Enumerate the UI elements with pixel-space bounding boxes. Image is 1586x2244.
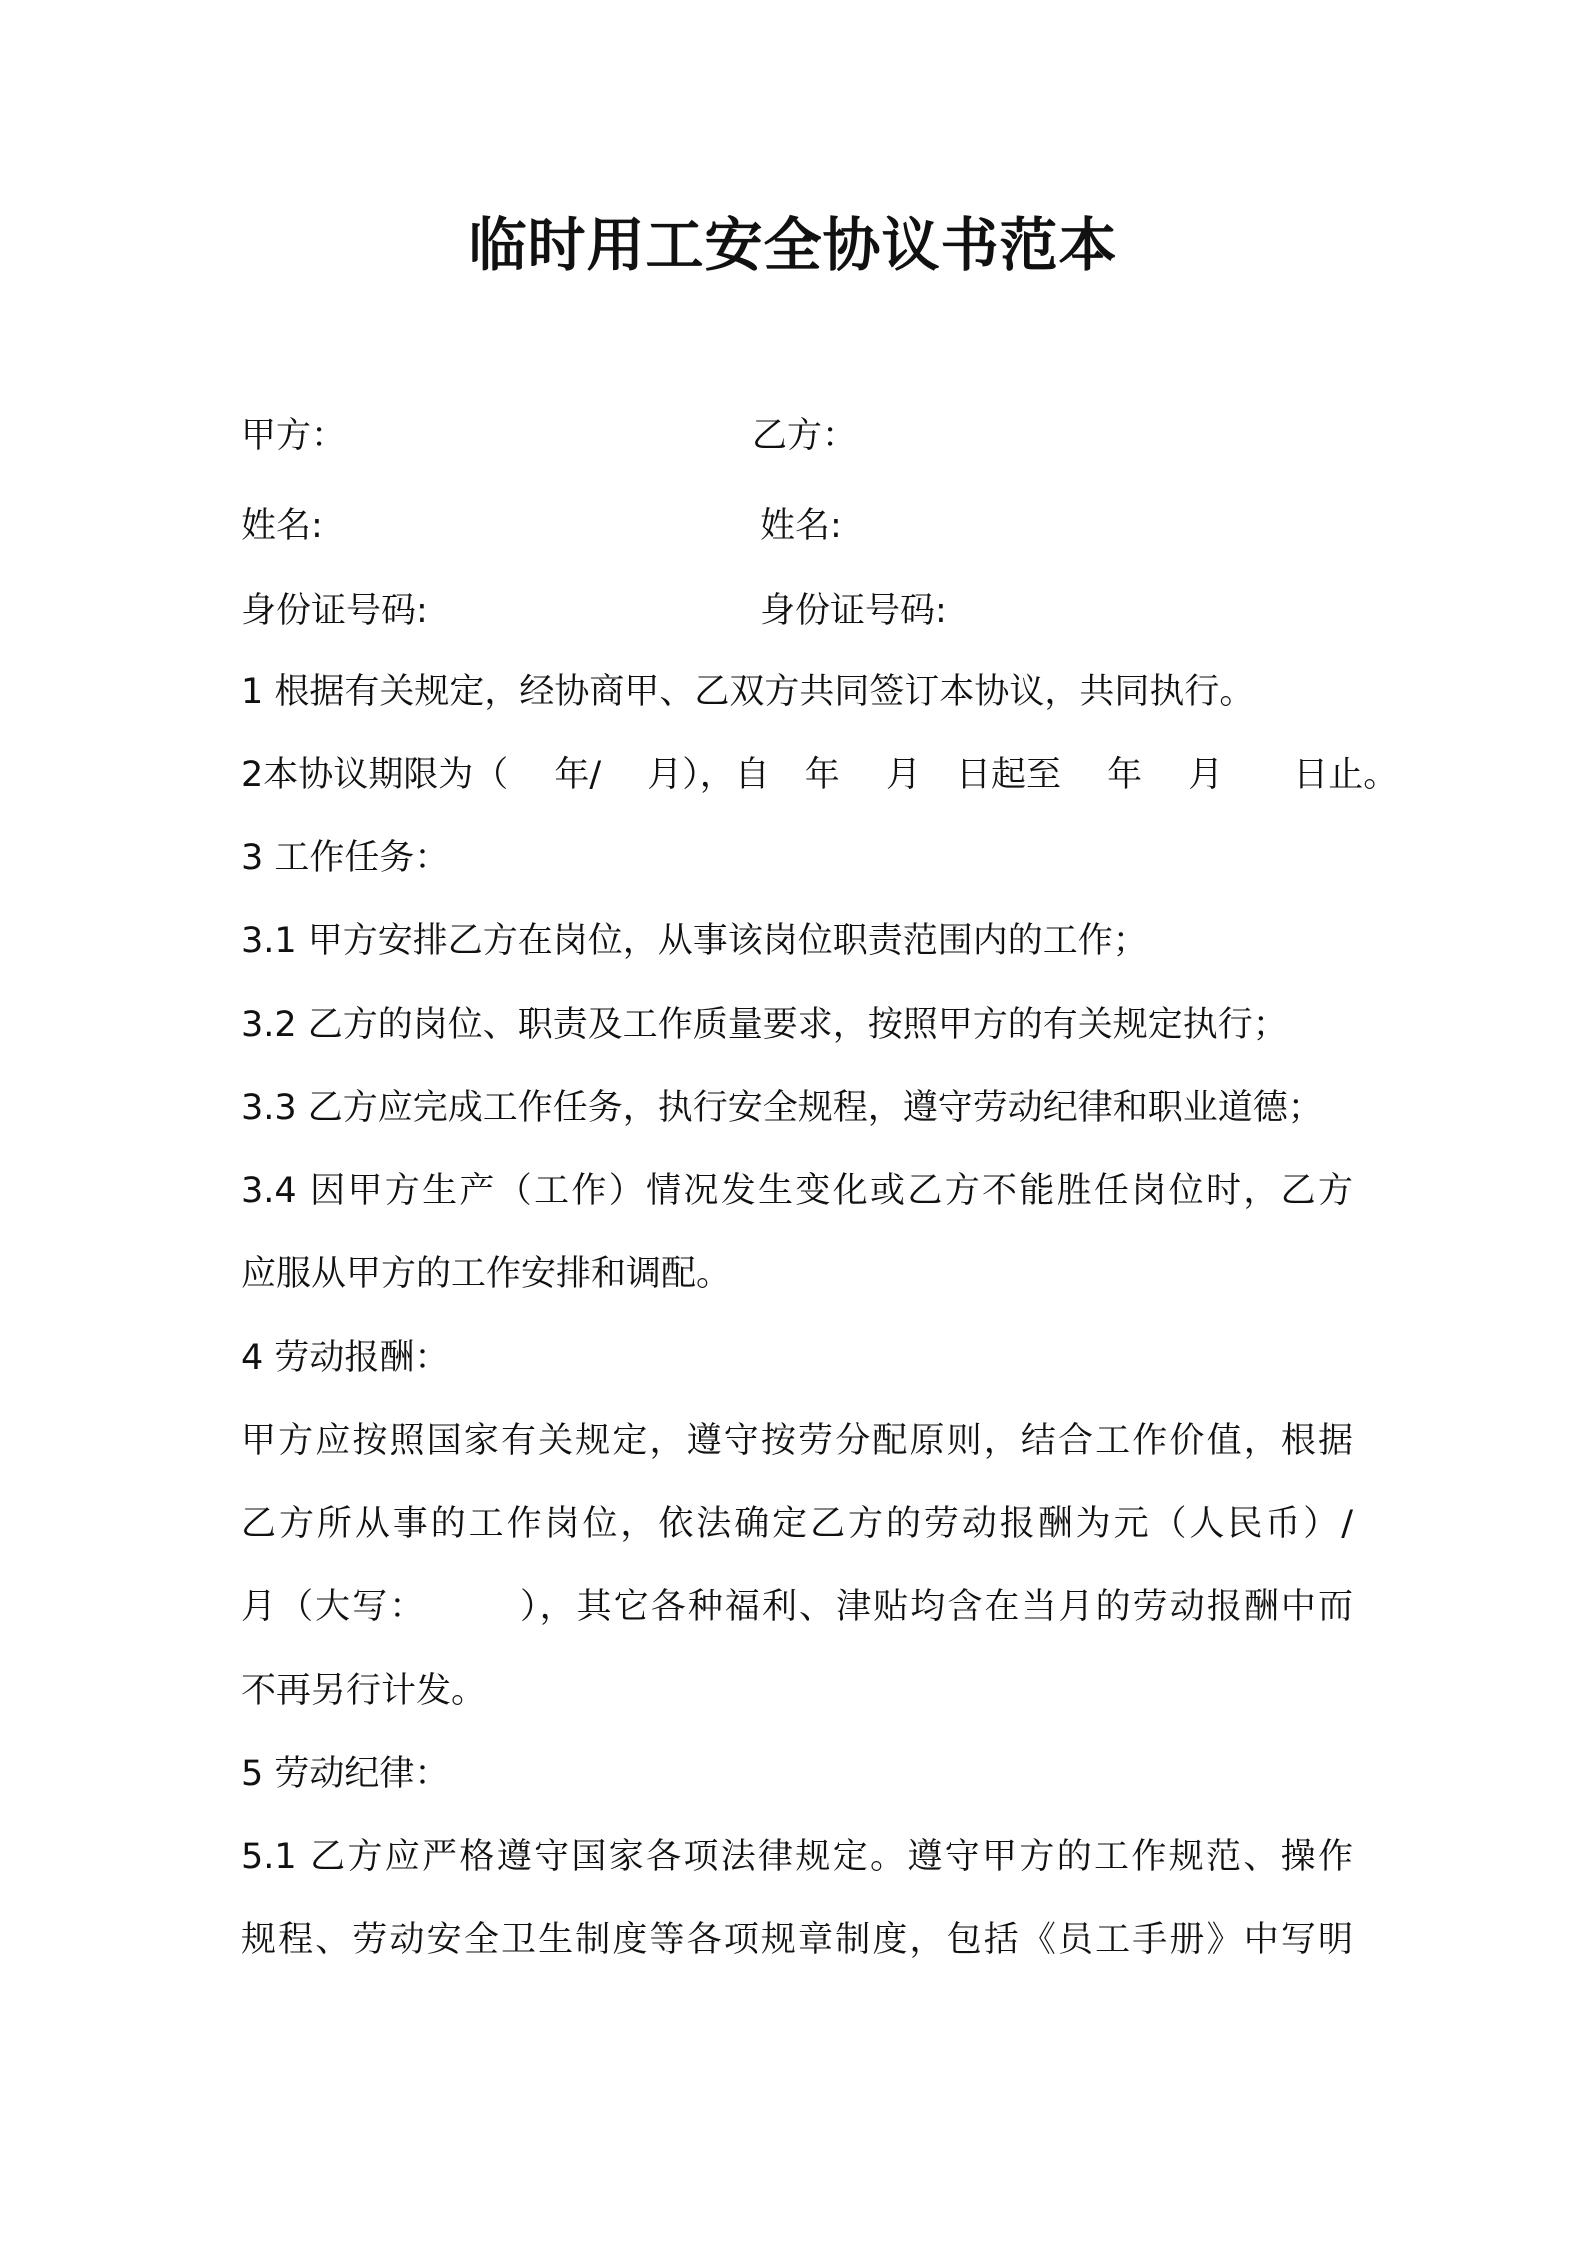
clause-4-line-1: 甲方应按照国家有关规定，遵守按劳分配原则，结合工作价值，根据: [241, 1421, 1353, 1461]
name-b-label: 姓名:: [760, 506, 842, 546]
clause-5-1-line-2: 规程、劳动安全卫生制度等各项规章制度，包括《员工手册》中写明: [241, 1920, 1353, 1960]
clause-4-line-4: 不再另行计发。: [241, 1671, 487, 1711]
clause-3-2: 3.2 乙方的岗位、职责及工作质量要求，按照甲方的有关规定执行；: [241, 1005, 1288, 1045]
party-b-label: 乙方：: [752, 416, 858, 456]
clause-3-4-line-2: 应服从甲方的工作安排和调配。: [241, 1254, 732, 1294]
clause-5-1-line-1: 5.1 乙方应严格遵守国家各项法律规定。遵守甲方的工作规范、操作: [241, 1837, 1353, 1877]
document-title: 临时用工安全协议书范本: [468, 211, 1118, 279]
clause-2-term: 2本协议期限为（ 年/ 月），自 年 月 日起至 年 月 日止。: [241, 755, 1399, 795]
id-b-label: 身份证号码:: [760, 591, 947, 631]
section-4-heading: 4 劳动报酬：: [241, 1338, 450, 1378]
section-3-heading: 3 工作任务：: [241, 838, 450, 878]
clause-1: 1 根据有关规定，经协商甲、乙双方共同签订本协议，共同执行。: [241, 672, 1255, 712]
name-a-label: 姓名:: [241, 506, 323, 546]
clause-3-3: 3.3 乙方应完成工作任务，执行安全规程，遵守劳动纪律和职业道德；: [241, 1088, 1323, 1128]
clause-3-4-line-1: 3.4 因甲方生产（工作）情况发生变化或乙方不能胜任岗位时，乙方: [241, 1171, 1353, 1211]
clause-4-line-3: 月（大写： ），其它各种福利、津贴均含在当月的劳动报酬中而: [241, 1587, 1353, 1627]
clause-3-1: 3.1 甲方安排乙方在岗位，从事该岗位职责范围内的工作；: [241, 921, 1148, 961]
party-a-label: 甲方：: [241, 416, 347, 456]
section-5-heading: 5 劳动纪律：: [241, 1754, 450, 1794]
id-a-label: 身份证号码:: [241, 591, 428, 631]
clause-4-line-2: 乙方所从事的工作岗位，依法确定乙方的劳动报酬为元（人民币）/: [241, 1504, 1353, 1544]
